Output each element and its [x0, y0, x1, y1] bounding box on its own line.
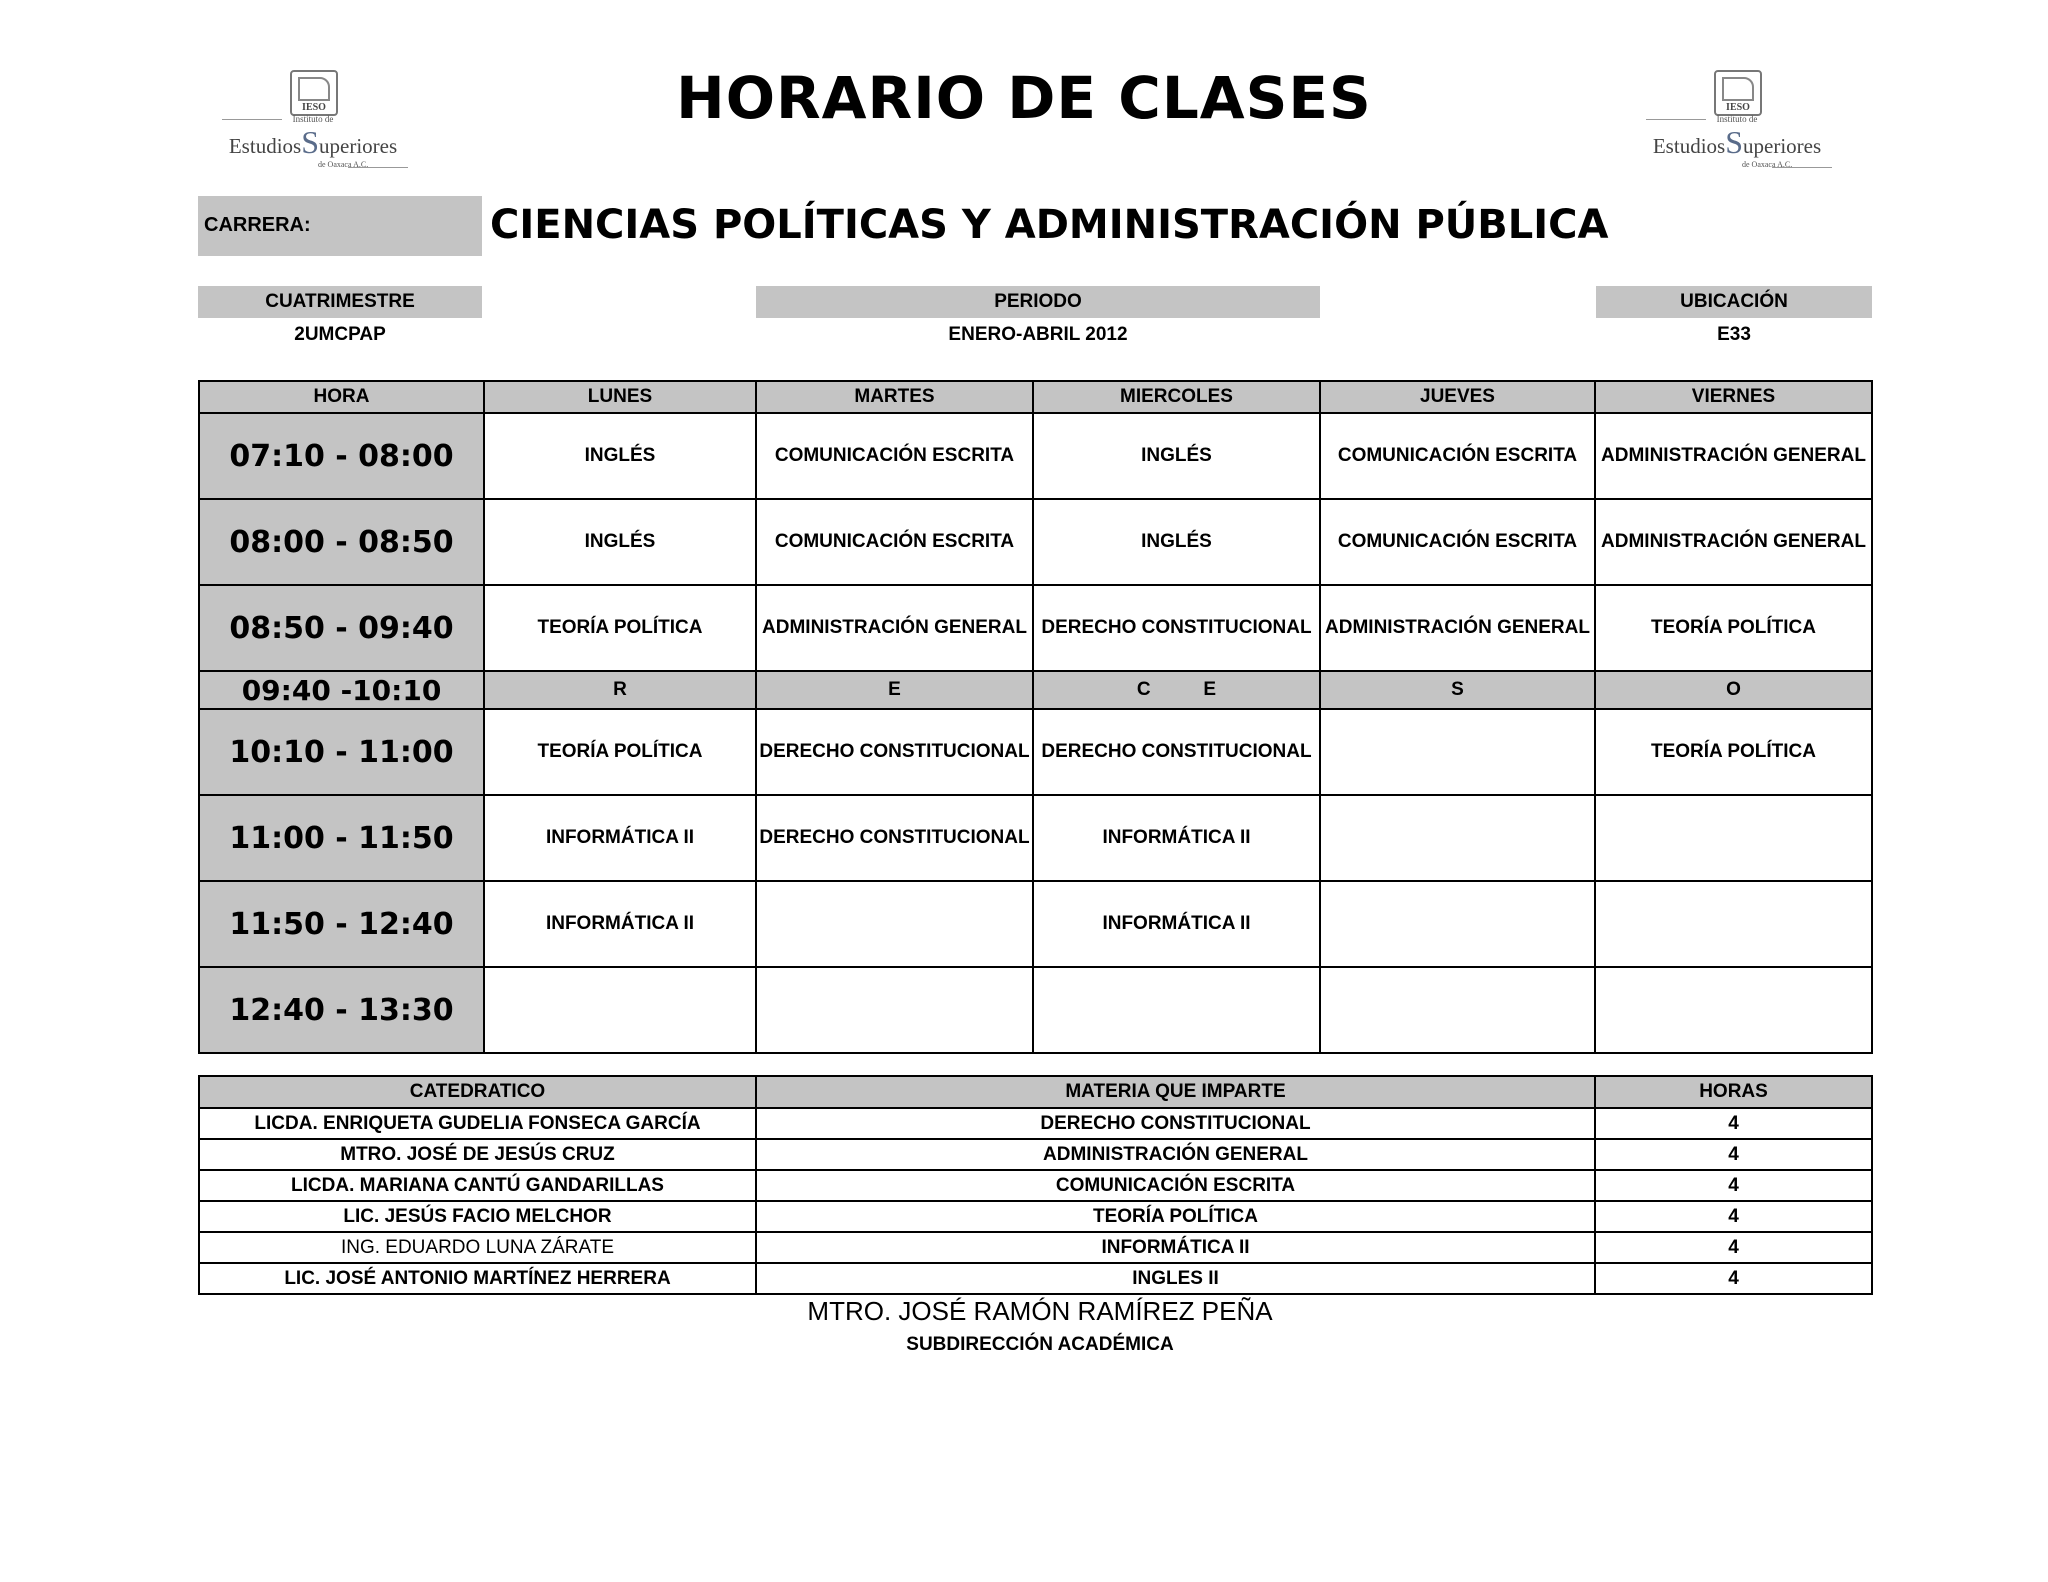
professor-name: ING. EDUARDO LUNA ZÁRATE [199, 1232, 756, 1263]
institute-logo-right: IESO Instituto de EstudiosSuperiores de Oaxaca A.C. [1642, 70, 1832, 170]
time-slot: 08:00 - 08:50 [199, 499, 484, 585]
hours-value: 4 [1595, 1232, 1872, 1263]
class-cell [1595, 881, 1872, 967]
hours-value: 4 [1595, 1170, 1872, 1201]
hours-value: 4 [1595, 1139, 1872, 1170]
class-cell [1033, 967, 1320, 1053]
time-slot: 08:50 - 09:40 [199, 585, 484, 671]
class-cell: ADMINISTRACIÓN GENERAL [1595, 499, 1872, 585]
class-cell: TEORÍA POLÍTICA [484, 585, 756, 671]
class-cell [756, 881, 1033, 967]
table-row [199, 967, 1872, 1053]
hours-value: 4 [1595, 1108, 1872, 1139]
time-slot: 09:40 -10:10 [199, 671, 484, 709]
professor-name: LIC. JESÚS FACIO MELCHOR [199, 1201, 756, 1232]
table-row [199, 1201, 1872, 1232]
schedule-table [198, 380, 1873, 1054]
class-cell [1320, 795, 1595, 881]
time-slot: 07:10 - 08:00 [199, 413, 484, 499]
class-cell [1320, 709, 1595, 795]
table-row [199, 1139, 1872, 1170]
class-cell: INFORMÁTICA II [1033, 881, 1320, 967]
class-cell: DERECHO CONSTITUCIONAL [1033, 709, 1320, 795]
recess-letter: E [756, 671, 1033, 709]
time-slot: 10:10 - 11:00 [199, 709, 484, 795]
hours-value: 4 [1595, 1263, 1872, 1294]
class-cell: DERECHO CONSTITUCIONAL [1033, 585, 1320, 671]
table-row [199, 709, 1872, 795]
class-cell: INFORMÁTICA II [484, 795, 756, 881]
col-header-hora: HORA [199, 381, 484, 413]
periodo-value: ENERO-ABRIL 2012 [948, 324, 1128, 345]
table-row [199, 499, 1872, 585]
class-cell: INFORMÁTICA II [484, 881, 756, 967]
table-row [199, 413, 1872, 499]
class-cell [1595, 795, 1872, 881]
subject-name: INGLES II [756, 1263, 1595, 1294]
table-row [199, 1263, 1872, 1294]
institute-logo-left: IESO Instituto de EstudiosSuperiores de Oaxaca A.C. [218, 70, 408, 170]
signatory-name: MTRO. JOSÉ RAMÓN RAMÍREZ PEÑA [807, 1296, 1273, 1326]
table-row [199, 1108, 1872, 1139]
class-cell: COMUNICACIÓN ESCRITA [1320, 413, 1595, 499]
table-row [199, 881, 1872, 967]
class-cell: INGLÉS [484, 413, 756, 499]
col-header-viernes: VIERNES [1595, 381, 1872, 413]
class-cell: ADMINISTRACIÓN GENERAL [1320, 585, 1595, 671]
time-slot: 11:50 - 12:40 [199, 881, 484, 967]
subject-name: INFORMÁTICA II [756, 1232, 1595, 1263]
carrera-value: CIENCIAS POLÍTICAS Y ADMINISTRACIÓN PÚBLICA [490, 202, 1609, 248]
table-row [199, 1170, 1872, 1201]
col-header-catedratico: CATEDRATICO [199, 1076, 756, 1108]
class-cell [1320, 967, 1595, 1053]
class-cell: INGLÉS [484, 499, 756, 585]
professor-name: LIC. JOSÉ ANTONIO MARTÍNEZ HERRERA [199, 1263, 756, 1294]
class-cell [756, 967, 1033, 1053]
class-cell: TEORÍA POLÍTICA [1595, 585, 1872, 671]
subject-name: DERECHO CONSTITUCIONAL [756, 1108, 1595, 1139]
time-slot: 11:00 - 11:50 [199, 795, 484, 881]
class-cell: INGLÉS [1033, 413, 1320, 499]
class-cell: COMUNICACIÓN ESCRITA [756, 413, 1033, 499]
schedule-header-row [199, 381, 1872, 413]
time-slot: 12:40 - 13:30 [199, 967, 484, 1053]
professors-table [198, 1075, 1873, 1295]
cuatrimestre-value: 2UMCPAP [294, 324, 386, 345]
cuatrimestre-label: CUATRIMESTRE [198, 286, 482, 318]
class-cell: INGLÉS [1033, 499, 1320, 585]
class-cell [1320, 881, 1595, 967]
class-cell: TEORÍA POLÍTICA [1595, 709, 1872, 795]
recess-row [199, 671, 1872, 709]
professors-header-row [199, 1076, 1872, 1108]
logo-emblem-icon: IESO [1714, 70, 1762, 116]
subject-name: COMUNICACIÓN ESCRITA [756, 1170, 1595, 1201]
carrera-label: CARRERA: [198, 196, 482, 256]
recess-letter: S [1320, 671, 1595, 709]
col-header-martes: MARTES [756, 381, 1033, 413]
class-cell: ADMINISTRACIÓN GENERAL [756, 585, 1033, 671]
logo-emblem-icon: IESO [290, 70, 338, 116]
ubicacion-label: UBICACIÓN [1596, 286, 1872, 318]
class-cell: DERECHO CONSTITUCIONAL [756, 795, 1033, 881]
subject-name: ADMINISTRACIÓN GENERAL [756, 1139, 1595, 1170]
class-cell: COMUNICACIÓN ESCRITA [1320, 499, 1595, 585]
class-cell: DERECHO CONSTITUCIONAL [756, 709, 1033, 795]
col-header-jueves: JUEVES [1320, 381, 1595, 413]
table-row [199, 795, 1872, 881]
page-title: HORARIO DE CLASES [676, 64, 1372, 132]
class-cell: COMUNICACIÓN ESCRITA [756, 499, 1033, 585]
col-header-materia: MATERIA QUE IMPARTE [756, 1076, 1595, 1108]
table-row [199, 1232, 1872, 1263]
professor-name: MTRO. JOSÉ DE JESÚS CRUZ [199, 1139, 756, 1170]
recess-letter: O [1595, 671, 1872, 709]
col-header-miercoles: MIERCOLES [1033, 381, 1320, 413]
class-cell: TEORÍA POLÍTICA [484, 709, 756, 795]
professor-name: LICDA. ENRIQUETA GUDELIA FONSECA GARCÍA [199, 1108, 756, 1139]
professor-name: LICDA. MARIANA CANTÚ GANDARILLAS [199, 1170, 756, 1201]
table-row [199, 585, 1872, 671]
class-cell [1595, 967, 1872, 1053]
col-header-horas: HORAS [1595, 1076, 1872, 1108]
class-cell [484, 967, 756, 1053]
ubicacion-value: E33 [1717, 324, 1751, 345]
recess-letter: C E [1033, 671, 1320, 709]
signatory-office: SUBDIRECCIÓN ACADÉMICA [906, 1334, 1174, 1355]
col-header-lunes: LUNES [484, 381, 756, 413]
periodo-label: PERIODO [756, 286, 1320, 318]
subject-name: TEORÍA POLÍTICA [756, 1201, 1595, 1232]
hours-value: 4 [1595, 1201, 1872, 1232]
recess-letter: R [484, 671, 756, 709]
class-cell: INFORMÁTICA II [1033, 795, 1320, 881]
class-cell: ADMINISTRACIÓN GENERAL [1595, 413, 1872, 499]
